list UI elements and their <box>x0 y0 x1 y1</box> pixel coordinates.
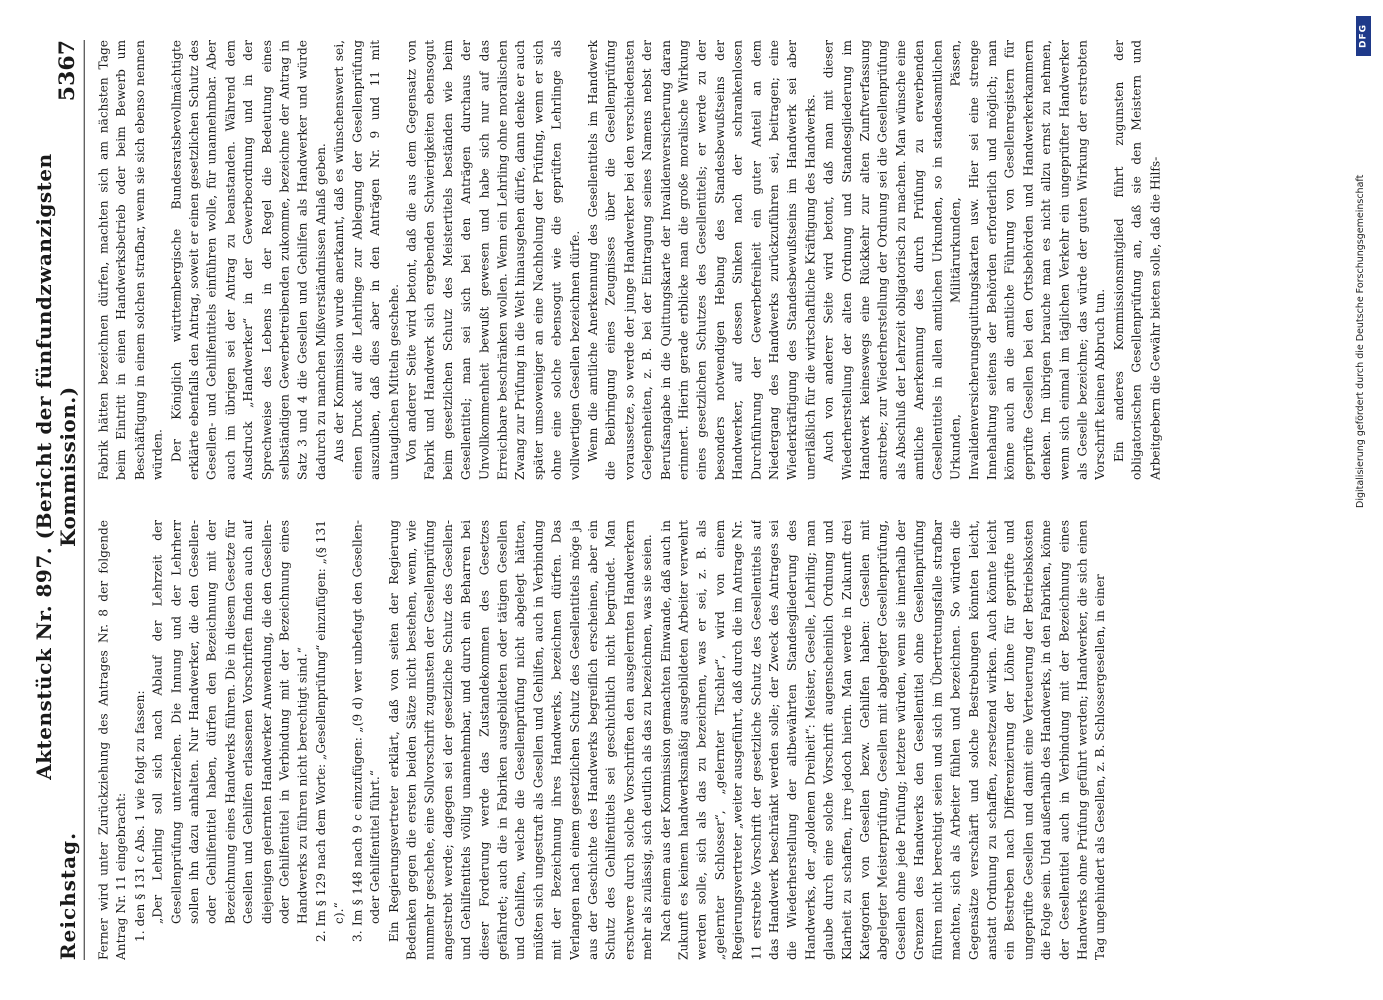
paragraph: Ein Regierungsvertreter erklärt, daß von seiten der Regierung Bedenken gegen die ersten beiden Sätze nicht bestehen, wenn, wie nunmehr geschehe, eine Sollvorschrift zugunsten der Gesellenprüfung angestrebt werde; dagegen sei der gesetzliche Schutz des Gesellen- und Gehilfentitels völlig unannehmbar, und durch ein Beharren bei dieser Forderung werde das Zustandekommen des Gesetzes gefährdet; auch die in Fabriken ausgebildeten oder tätigen Gesellen und Gehilfen, welche die Gesellenprüfung nicht abgelegt hätten, müßten sich ungestraft als Gesellen und Gehilfen, auch in Verbindung mit der Bezeichnung ihres Handwerks, bezeichnen dürfen. Das Verlangen nach einem gesetzlichen Schutz des Gesellentitels möge ja aus der Geschichte des Handwerks begreiflich erscheinen, aber ein Schutz des Gehilfentitels sei geschichtlich nicht begründet. Man erschwere durch solche Vorschriften den ausgelernten Handwerkern mehr als zulässig, sich deutlich als das zu bezeichnen, was sie seien. <box>386 520 655 960</box>
digitization-sidebar <box>1353 8 1375 992</box>
paragraph: 3. Im § 148 nach 9 c einzufügen: „(9 d) wer unbefugt den Gesellen- oder Gehilfentitel führt.“ <box>350 520 383 942</box>
paragraph: Der Königlich württembergische Bundesratsbevollmächtigte erklärte ebenfalls den Antrag, soweit er einen gesetzlichen Schutz des Gesellen- und Gehilfentitels einführen wolle, für unannehmbar. Aber auch im übrigen sei der Antrag zu beanstanden. Während dem Ausdruck „Handwerker“ in der Gewerbeordnung und in der Sprechweise des Lebens in der Regel die Bedeutung eines selbständigen Gewerbetreibenden zukomme, bezeichne der Antrag in Satz 3 und 4 die Gesellen und Gehilfen als Handwerker und würde dadurch zu manchen Mißverständnissen Anlaß geben. <box>169 40 328 480</box>
paragraph: „Der Lehrling soll sich nach Ablauf der Lehrzeit der Gesellenprüfung unterziehen. Die Innung und der Lehrherr sollen ihn dazu anhalten. Nur Handwerker, die den Gesellen- oder Gehilfentitel haben, dürfen den Bezeichnung mit der Bezeichnung eines Handwerks führen. Die in diesem Gesetze für Gesellen und Gehilfen erlassenen Vorschriften finden auch auf diejenigen gelernten Handwerker Anwendung, die den Gesellen- oder Gehilfentitel in Verbindung mit der Bezeichnung eines Handwerks zu führen nicht berechtigt sind.“ <box>150 520 310 924</box>
page-number: 5367 <box>54 40 80 102</box>
paragraph: 1. den § 131 c Abs. 1 wie folgt zu fassen: <box>132 690 147 942</box>
paragraph: Von anderer Seite wird betont, daß die aus dem Gegensatz von Fabrik und Handwerk sich ergebenden Schwierigkeiten ebensogut beim gesetzlichen Schutz des Meistertitels beständen wie beim Gesellentitel; man sei sich bei den Anträgen durchaus der Unvollkommenheit bewußt gewesen und habe sich nur auf das Erreichbare beschränken wollen. Wenn ein Lehrling ohne moralischen Zwang zur Prüfung in die Welt hinausgehen dürfe, dann denke er auch später umsoweniger an eine Nachholung der Prüfung, wenn er sich ohne eine solche ebensogut wie die geprüften Lehrlinge als vollwertigen Gesellen bezeichnen dürfe. <box>404 40 582 480</box>
paragraph: Nach einem aus der Kommission gemachten Einwande, daß auch in Zukunft es keinem handwerksmäßig ausgebildeten Arbeiter verwehrt werden solle, sich als das zu bezeichnen, was er sei, z. B. als „gelernter Schlosser“, „gelernter Tischler“, wird von einem Regierungsvertreter „weiter ausgeführt, daß durch die im Antrage Nr. 11 erstrebte Vorschrift der gesetzliche Schutz des Gesellentitels auf das Handwerk beschränkt werden solle; der Zweck des Antrages sei die Wiederherstellung der altbewährten Standesgliederung des Handwerks, der „goldenen Dreiheit“: Meister, Geselle, Lehrling; man glaube durch eine solche Vorschrift augenscheinlich Ordnung und Klarheit zu schaffen, irre jedoch hierin. Man werde in Zukunft drei Kategorien von Gesellen bezw. Gehilfen haben: Gesellen mit abgelegter Meisterprüfung, Gesellen mit abgelegter Gesellenprüfung, Gesellen ohne jede Prüfung; letztere würden, wenn sie innerhalb der Grenzen des Handwerks den Gesellentitel ohne Gesellenprüfung führen nicht berechtigt seien und sich im Übertretungsfalle strafbar machten, sich als Arbeiter fühlen und bezeichnen. So würden die Gegensätze verschärft und solche Bestrebungen könnten leicht, anstatt Ordnung zu schaffen, zersetzend wirken. Auch könnte leicht ein Bestreben nach Differenzierung der Löhne für geprüfte und ungeprüfte Gesellen und damit eine Verteuerung der Betriebskosten die Folge sein. Und außerhalb des Handwerks, in den Fabriken, könne der Gesellentitel auch in Verbindung mit der Bezeichnung eines Handwerks ohne Prüfung geführt werden; Handwerker, die sich einen Tag ungehindert als Gesellen, z. B. Schlossergesellen, in einer <box>658 520 1108 960</box>
header-title: Aktenstück Nr. 897. (Bericht der fünfundzwanzigsten Kommission.) <box>32 153 80 780</box>
paragraph: Wenn die amtliche Anerkennung des Gesellentitels im Handwerk die Beibringung eines Zeugnisses über die Gesellenprüfung voraussetze, so werde der junge Handwerker bei den verschiedensten Gelegenheiten, z. B. bei der Eintragung seines Namens nebst der Berufsangabe in die Quittungskarte der Invalidenversicherung daran erinnert. Hierin gerade erblicke man die große moralische Wirkung eines gesetzlichen Schutzes des Gesellentitels; er werde zu der besonders notwendigen Hebung des Standesbewußtseins der Handwerker, auf dessen Sinken nach der schrankenlosen Durchführung der Gewerbefreiheit ein guter Anteil an dem Niedergang des Handwerks zurückzuführen sei, beitragen; eine Wiederkräftigung des Standesbewußtseins im Handwerk sei aber unerläßlich für die wirtschaftliche Kräftigung des Handwerks. <box>586 40 818 480</box>
paragraph: Aus der Kommission wurde anerkannt, daß es wünschenswert sei, einen Druck auf die Lehrlinge zur Ablegung der Gesellenprüfung auszuüben, daß dies aber in den Anträgen Nr. 9 und 11 mit untauglichen Mitteln geschehe. <box>332 40 401 480</box>
header-left: Reichstag. <box>56 831 80 960</box>
paragraph: Ein anderes Kommissionsmitglied führt zugunsten der obligatorischen Gesellenprüfung an, daß sie den Meistern und Arbeitgebern die Gewähr bieten solle, daß die Hilfs- <box>1111 40 1162 480</box>
paragraph: Auch von anderer Seite wird betont, daß man mit dieser Wiederherstellung der alten Ordnung und Standesgliederung im Handwerk keineswegs eine Rückkehr zur alten Zunftverfassung anstrebe; zur Wiederherstellung der Ordnung sei die Gesellenprüfung als Abschluß der Lehrzeit obligatorisch zu machen. Man wünsche eine amtliche Anerkennung des durch Prüfung zu erwerbenden Gesellentitels in allen amtlichen Urkunden, so in standesamtlichen Urkunden, Militärurkunden, Pässen, Invalidenversicherungsquittungskarten usw. Hier sei eine strenge Innehaltung seitens der Behörden erforderlich und möglich; man könne auch an die amtliche Führung von Gesellenregistern für geprüfte Gesellen bei den Ortsbehörden und Handwerkerkammern denken. Im übrigen brauche man es nicht allzu ernst zu nehmen, wenn sich einmal im täglichen Verkehr ein ungeprüfter Handwerker als Geselle bezeichne; das würde der guten Wirkung der erstrebten Vorschrift keinen Abbruch tun. <box>821 40 1108 480</box>
paragraph: Ferner wird unter Zurückziehung des Antrages Nr. 8 der folgende Antrag Nr. 11 eingebracht: <box>96 520 129 960</box>
right-column <box>95 40 1326 480</box>
dfg-credit-text: Digitalisierung gefördert durch die Deutsche Forschungsgemeinschaft <box>1355 174 1366 508</box>
dfg-logo: DFG <box>1356 16 1371 56</box>
paragraph: Fabrik hätten bezeichnen dürfen, machten sich am nächsten Tage beim Eintritt in einen Handwerksbetrieb oder beim Bewerb um Beschäftigung in einem solchen strafbar, wenn sie sich ebenso nennen würden. <box>96 40 165 480</box>
paragraph: 2. Im § 129 nach dem Worte: „Gesellenprüfung“ einzufügen: „(§ 131 c).“ <box>314 520 347 942</box>
left-column <box>95 520 1326 960</box>
page-header <box>32 40 84 960</box>
